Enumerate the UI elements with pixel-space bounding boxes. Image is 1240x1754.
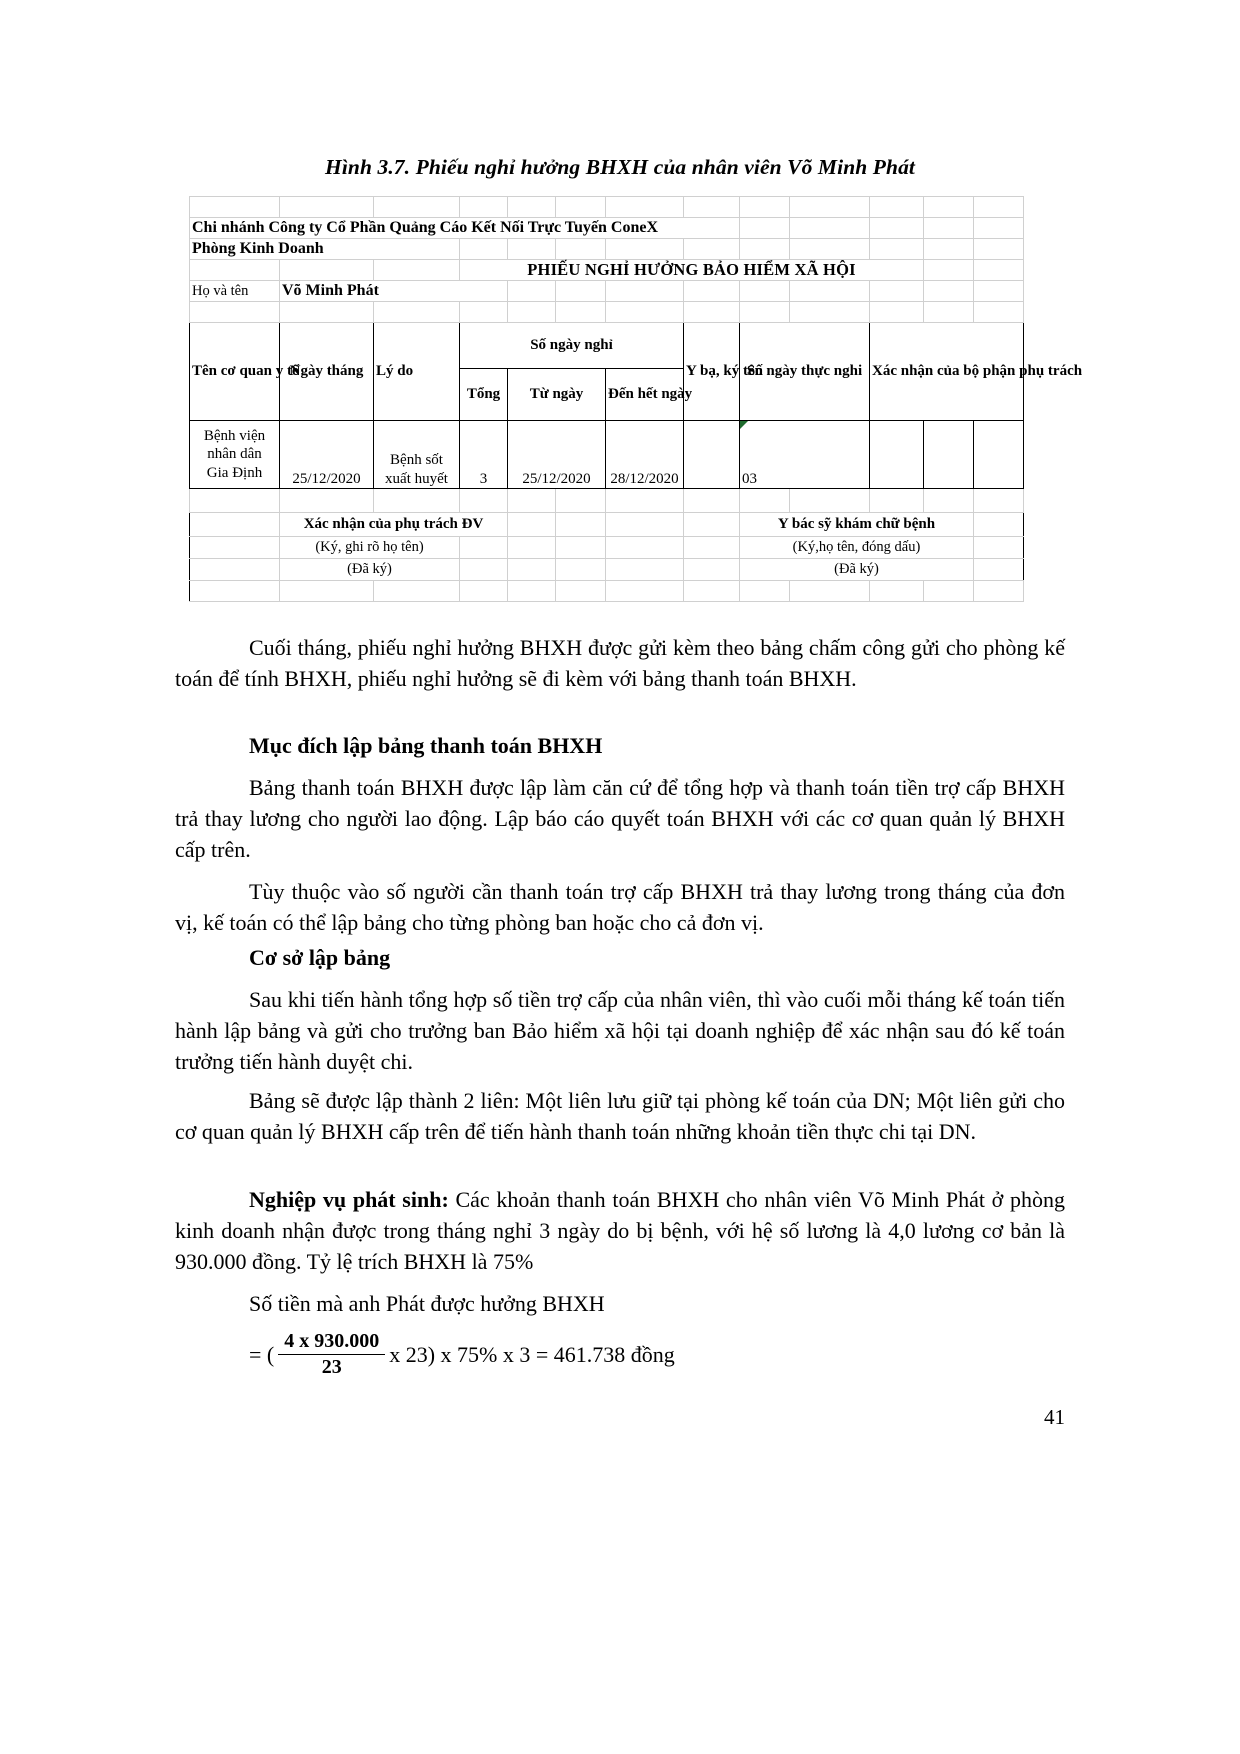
cell bbox=[374, 581, 460, 602]
sheet-row-signature-subs bbox=[190, 537, 1024, 559]
header-confirm: Xác nhận của bộ phận phụ trách bbox=[870, 323, 1024, 421]
cell bbox=[556, 197, 606, 218]
paragraph-1: Cuối tháng, phiếu nghỉ hưởng BHXH được gửi kèm theo bảng chấm công gửi cho phòng kế toán để tính BHXH, phiếu nghỉ hưởng sẽ đi kèm với bảng thanh toán BHXH. bbox=[175, 635, 1065, 692]
formula-denominator: 23 bbox=[321, 1356, 342, 1378]
cell bbox=[870, 489, 924, 513]
cell bbox=[460, 581, 508, 602]
reason-line-2: xuất huyết bbox=[385, 470, 448, 487]
header-from: Từ ngày bbox=[508, 369, 606, 421]
form-data-row bbox=[190, 421, 1024, 489]
cell bbox=[460, 559, 508, 581]
cell bbox=[740, 302, 790, 323]
formula-prefix: = ( bbox=[249, 1341, 275, 1367]
cell bbox=[190, 260, 280, 281]
cell bbox=[190, 489, 280, 513]
cell bbox=[790, 581, 870, 602]
sheet-row-department bbox=[190, 239, 1024, 260]
cell bbox=[870, 302, 924, 323]
cell bbox=[974, 302, 1024, 323]
bhxh-leave-form-table bbox=[189, 196, 1083, 602]
cell bbox=[460, 239, 508, 260]
paragraph-4: Sau khi tiến hành tổng hợp số tiền trợ cấp của nhân viên, thì vào cuối mỗi tháng kế toán tiến hành lập bảng và gửi cho trưởng ban Bảo hiểm xã hội tại doanh nghiệp để xác nhận sau đó kế toán trưởng tiến hành duyệt chi. bbox=[175, 987, 1065, 1075]
cell bbox=[924, 218, 974, 239]
cell bbox=[606, 489, 684, 513]
cell bbox=[790, 218, 870, 239]
cell bbox=[190, 197, 280, 218]
cell bbox=[374, 197, 460, 218]
formula-suffix: x 23) x 75% x 3 = 461.738 đồng bbox=[389, 1341, 675, 1367]
cell bbox=[374, 302, 460, 323]
sheet-row-signed bbox=[190, 559, 1024, 581]
cell bbox=[974, 489, 1024, 513]
cell bbox=[606, 537, 684, 559]
cell bbox=[460, 302, 508, 323]
sheet-row-blank-after-data bbox=[190, 489, 1024, 513]
cell bbox=[606, 581, 684, 602]
cell bbox=[684, 559, 740, 581]
cell bbox=[684, 537, 740, 559]
footer-left-signed: (Đã ký) bbox=[280, 559, 460, 581]
cell-actual-days: 03 bbox=[740, 421, 870, 489]
paragraph-2: Bảng thanh toán BHXH được lập làm căn cứ để tổng hợp và thanh toán tiền trợ cấp BHXH trả thay lương cho người lao động. Lập báo cáo quyết toán BHXH với các cơ quan quản lý BHXH cấp trên. bbox=[175, 775, 1065, 863]
cell bbox=[790, 197, 870, 218]
cell bbox=[974, 281, 1024, 302]
cell bbox=[508, 559, 556, 581]
bhxh-formula bbox=[175, 1330, 1065, 1379]
sheet-row-blank-top bbox=[190, 197, 1024, 218]
cell bbox=[790, 281, 870, 302]
cell bbox=[606, 302, 684, 323]
name-value: Võ Minh Phát bbox=[280, 281, 508, 302]
cell bbox=[556, 489, 606, 513]
cell bbox=[924, 489, 974, 513]
footer-left-sub: (Ký, ghi rõ họ tên) bbox=[280, 537, 460, 559]
header-facility: Tên cơ quan y tế bbox=[190, 323, 280, 421]
cell bbox=[280, 581, 374, 602]
cell bbox=[974, 513, 1024, 537]
cell bbox=[280, 260, 374, 281]
cell bbox=[508, 281, 556, 302]
name-label: Họ và tên bbox=[190, 281, 280, 302]
cell-confirm-b bbox=[924, 421, 974, 489]
facility-line-1: Bệnh viện bbox=[203, 428, 266, 445]
form-header-row-1 bbox=[190, 323, 1024, 369]
cell bbox=[190, 537, 280, 559]
cell bbox=[924, 281, 974, 302]
header-date: Ngày tháng bbox=[280, 323, 374, 421]
cell bbox=[190, 559, 280, 581]
sheet-row-blank-spacer bbox=[190, 302, 1024, 323]
cell bbox=[606, 197, 684, 218]
header-actual-days: Số ngày thực nghi bbox=[740, 323, 870, 421]
cell-record bbox=[684, 421, 740, 489]
facility-line-3: Gia Định bbox=[206, 464, 263, 481]
facility-line-2: nhân dân bbox=[207, 446, 262, 463]
cell bbox=[924, 260, 974, 281]
cell bbox=[684, 281, 740, 302]
cell bbox=[870, 197, 924, 218]
cell bbox=[508, 513, 556, 537]
document-title: PHIẾU NGHỈ HƯỞNG BẢO HIỂM XÃ HỘI bbox=[460, 260, 924, 281]
paragraph-6-label: Nghiệp vụ phát sinh: bbox=[249, 1187, 449, 1212]
cell bbox=[684, 197, 740, 218]
cell-date: 25/12/2020 bbox=[280, 421, 374, 489]
cell-reason bbox=[374, 421, 460, 489]
cell bbox=[974, 260, 1024, 281]
cell-confirm-c bbox=[974, 421, 1024, 489]
heading-basis: Cơ sở lập bảng bbox=[249, 945, 391, 970]
cell bbox=[556, 239, 606, 260]
header-record: Y bạ, ký tên bbox=[684, 323, 740, 421]
cell bbox=[684, 489, 740, 513]
paragraph-7: Số tiền mà anh Phát được hưởng BHXH bbox=[249, 1291, 605, 1316]
cell-from: 25/12/2020 bbox=[508, 421, 606, 489]
cell bbox=[280, 489, 374, 513]
sheet-row-blank-bottom bbox=[190, 581, 1024, 602]
cell-facility bbox=[190, 421, 280, 489]
footer-right-sub: (Ký,họ tên, đóng dấu) bbox=[740, 537, 974, 559]
cell bbox=[924, 302, 974, 323]
cell bbox=[606, 239, 684, 260]
cell bbox=[556, 581, 606, 602]
cell bbox=[740, 197, 790, 218]
cell bbox=[508, 197, 556, 218]
sheet-row-name bbox=[190, 281, 1024, 302]
header-days-off-group: Số ngày nghỉ bbox=[460, 323, 684, 369]
paragraph-3: Tùy thuộc vào số người cần thanh toán trợ cấp BHXH trả thay lương trong tháng của đơn vị, kế toán có thể lập bảng cho từng phòng ban hoặc cho cả đơn vị. bbox=[175, 879, 1065, 936]
cell bbox=[870, 581, 924, 602]
cell-confirm-a bbox=[870, 421, 924, 489]
cell bbox=[870, 218, 924, 239]
cell bbox=[790, 239, 870, 260]
cell bbox=[684, 513, 740, 537]
footer-right-signed: (Đã ký) bbox=[740, 559, 974, 581]
sheet-row-signature-titles bbox=[190, 513, 1024, 537]
header-total: Tổng bbox=[460, 369, 508, 421]
cell bbox=[684, 239, 740, 260]
cell bbox=[374, 489, 460, 513]
cell bbox=[460, 489, 508, 513]
cell bbox=[974, 581, 1024, 602]
cell bbox=[740, 281, 790, 302]
cell bbox=[606, 513, 684, 537]
cell bbox=[460, 537, 508, 559]
cell bbox=[974, 197, 1024, 218]
department-name: Phòng Kinh Doanh bbox=[190, 239, 460, 260]
footer-right-title: Y bác sỹ khám chữ bệnh bbox=[740, 513, 974, 537]
paragraph-6-text: Các khoản thanh toán BHXH cho nhân viên Võ Minh Phát ở phòng kinh doanh nhận được trong tháng nghỉ 3 ngày do bị bệnh, với hệ số lương là 4,0 lương cơ bản là 930.000 đồng. Tỷ lệ trích BHXH là 75% bbox=[175, 1187, 1065, 1275]
cell bbox=[606, 559, 684, 581]
cell bbox=[508, 489, 556, 513]
cell bbox=[190, 302, 280, 323]
cell bbox=[790, 302, 870, 323]
cell bbox=[190, 581, 280, 602]
cell bbox=[740, 489, 790, 513]
cell bbox=[790, 489, 870, 513]
cell bbox=[280, 197, 374, 218]
cell bbox=[556, 302, 606, 323]
cell bbox=[924, 581, 974, 602]
cell bbox=[556, 537, 606, 559]
formula-fraction bbox=[278, 1330, 385, 1379]
cell bbox=[924, 197, 974, 218]
cell bbox=[556, 513, 606, 537]
cell bbox=[740, 239, 790, 260]
cell bbox=[974, 559, 1024, 581]
cell bbox=[508, 537, 556, 559]
company-name: Chi nhánh Công ty Cổ Phần Quảng Cáo Kết Nối Trực Tuyến ConeX bbox=[190, 218, 740, 239]
cell bbox=[508, 581, 556, 602]
cell bbox=[974, 537, 1024, 559]
reason-line-1: Bệnh sốt bbox=[390, 452, 443, 469]
cell bbox=[508, 239, 556, 260]
figure-caption: Hình 3.7. Phiếu nghỉ hưởng BHXH của nhân viên Võ Minh Phát bbox=[325, 155, 915, 179]
page-number: 41 bbox=[1044, 1405, 1065, 1429]
cell bbox=[740, 581, 790, 602]
cell bbox=[556, 559, 606, 581]
cell bbox=[740, 218, 790, 239]
cell bbox=[924, 239, 974, 260]
cell bbox=[974, 239, 1024, 260]
cell bbox=[870, 239, 924, 260]
heading-purpose: Mục đích lập bảng thanh toán BHXH bbox=[249, 733, 603, 758]
formula-numerator: 4 x 930.000 bbox=[278, 1330, 385, 1355]
cell-total: 3 bbox=[460, 421, 508, 489]
footer-left-title: Xác nhận của phụ trách ĐV bbox=[280, 513, 508, 537]
cell bbox=[606, 281, 684, 302]
cell bbox=[870, 281, 924, 302]
cell bbox=[460, 197, 508, 218]
sheet-row-company bbox=[190, 218, 1024, 239]
header-to: Đến hết ngày bbox=[606, 369, 684, 421]
cell bbox=[190, 513, 280, 537]
cell-to: 28/12/2020 bbox=[606, 421, 684, 489]
cell bbox=[974, 218, 1024, 239]
cell bbox=[556, 281, 606, 302]
header-reason: Lý do bbox=[374, 323, 460, 421]
sheet-row-doc-title bbox=[190, 260, 1024, 281]
cell bbox=[684, 302, 740, 323]
cell bbox=[508, 302, 556, 323]
cell bbox=[684, 581, 740, 602]
cell bbox=[374, 260, 460, 281]
paragraph-5: Bảng sẽ được lập thành 2 liên: Một liên lưu giữ tại phòng kế toán của DN; Một liên gửi cho cơ quan quản lý BHXH cấp trên để tiến hành thanh toán những khoản tiền thực chi tại DN. bbox=[175, 1088, 1065, 1145]
cell bbox=[280, 302, 374, 323]
paragraph-6 bbox=[175, 1184, 1065, 1278]
